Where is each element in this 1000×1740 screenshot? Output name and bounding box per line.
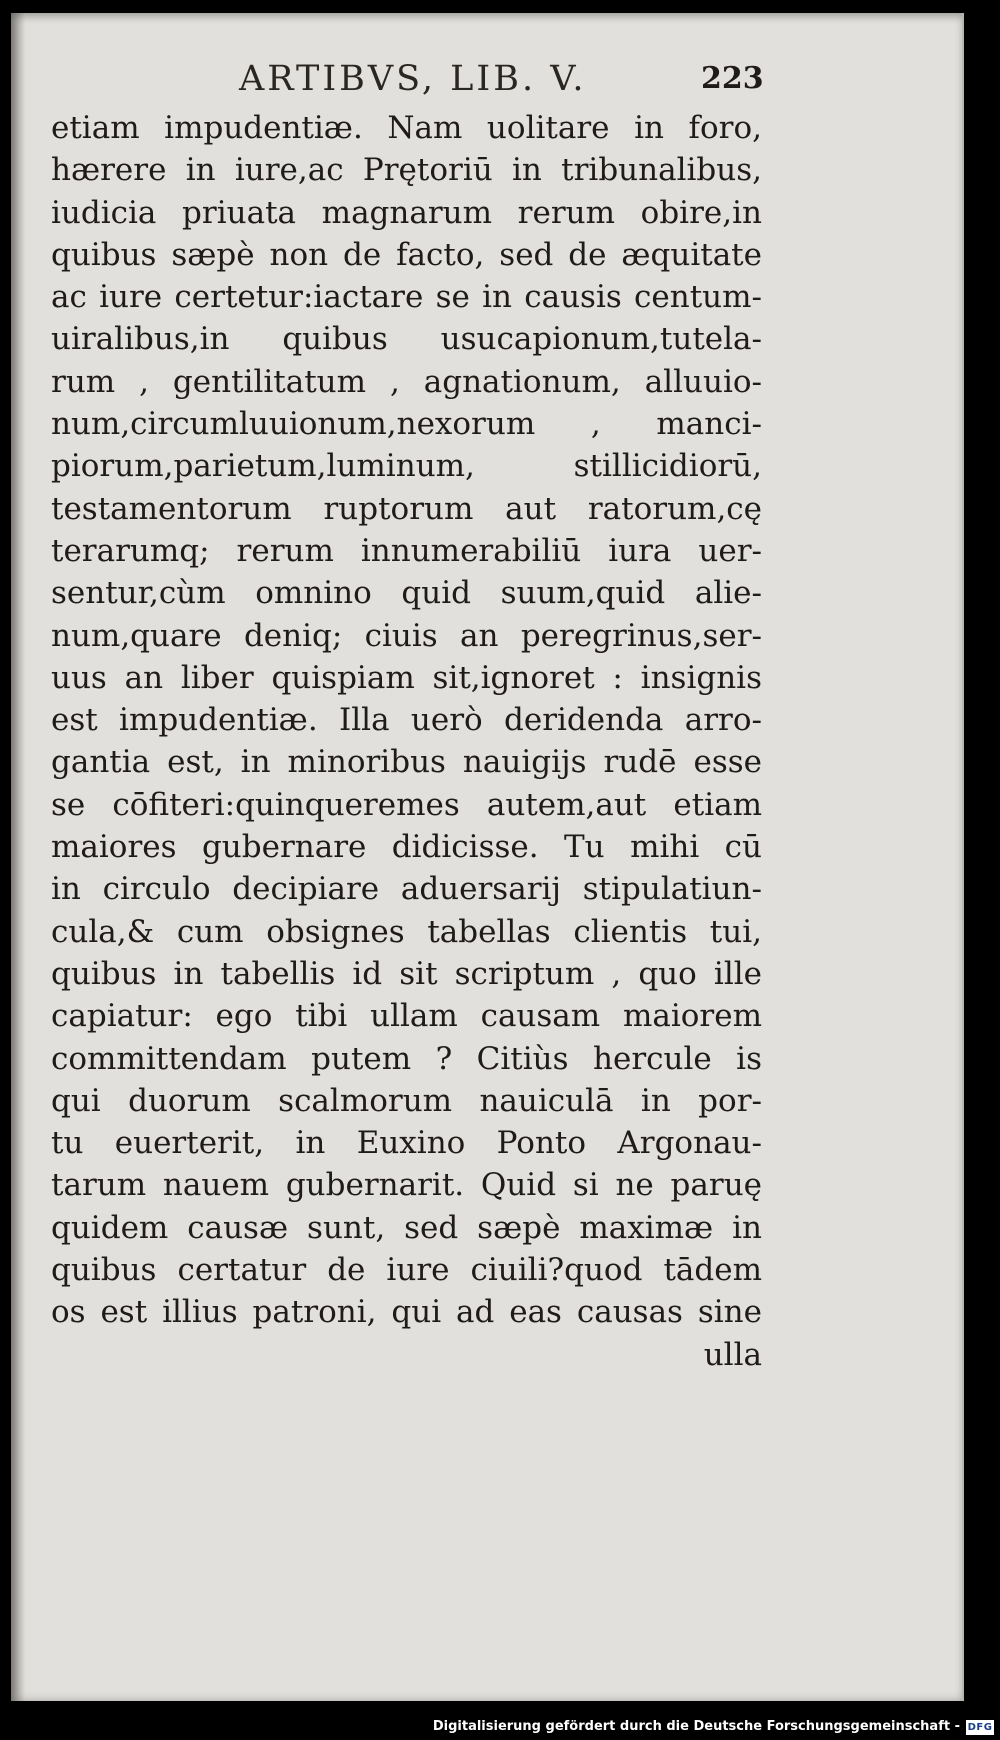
- text-line: capiatur: ego tibi ullam causam maiorem: [51, 998, 762, 1035]
- text-line: hærere in iure,ac Prętoriū in tribunalibus,: [51, 152, 762, 189]
- catchword: ulla: [703, 1336, 762, 1373]
- text-line: tarum nauem gubernarit. Quid si ne paruę: [51, 1167, 762, 1204]
- text-line: se cōfiteri:quinqueremes autem,aut etiam: [51, 786, 762, 823]
- body-text: [51, 107, 762, 1376]
- text-line: uus an liber quispiam sit,ignoret : insignis: [51, 659, 762, 696]
- digitization-footer: [0, 1718, 1000, 1740]
- text-line: num,circumluuionum,nexorum , manci-: [51, 406, 762, 443]
- text-line: num,quare deniq; ciuis an peregrinus,ser-: [51, 617, 762, 654]
- text-line: quibus sæpè non de facto, sed de æquitate: [51, 236, 762, 273]
- text-line: in circulo decipiare aduersarij stipulatiun-: [51, 871, 762, 908]
- text-line: tu euerterit, in Euxino Ponto Argonau-: [51, 1125, 762, 1162]
- text-line: cula,& cum obsignes tabellas clientis tui,: [51, 913, 762, 950]
- text-line: uiralibus,in quibus usucapionum,tutela-: [51, 321, 762, 358]
- text-line: iudicia priuata magnarum rerum obire,in: [51, 194, 762, 231]
- text-line: maiores gubernare didicisse. Tu mihi cū: [51, 829, 762, 866]
- text-line: gantia est, in minoribus nauigijs rudē esse: [51, 744, 762, 781]
- text-line: piorum,parietum,luminum, stillicidiorū,: [51, 448, 762, 485]
- running-head: ARTIBVS, LIB. V.: [239, 59, 587, 99]
- funding-credit: Digitalisierung gefördert durch die Deutsche Forschungsgemeinschaft -: [432, 1719, 960, 1734]
- text-line: sentur,cùm omnino quid suum,quid alie-: [51, 575, 762, 612]
- text-line: testamentorum ruptorum aut ratorum,cę: [51, 490, 762, 527]
- text-line: ac iure certetur:iactare se in causis centum-: [51, 279, 762, 316]
- book-page: [11, 13, 964, 1701]
- text-line: est impudentiæ. Illa uerò deridenda arro-: [51, 702, 762, 739]
- text-line: qui duorum scalmorum nauiculā in por-: [51, 1082, 762, 1119]
- text-line: committendam putem ? Citiùs hercule is: [51, 1040, 762, 1077]
- page-number: 223: [701, 61, 764, 96]
- text-line: os est illius patroni, qui ad eas causas sine: [51, 1294, 762, 1331]
- dfg-logo: DFG: [967, 1722, 993, 1733]
- page-gutter-shadow: [11, 13, 25, 1701]
- text-line: rum , gentilitatum , agnationum, alluuio-: [51, 363, 762, 400]
- text-line: terarumq; rerum innumerabiliū iura uer-: [51, 532, 762, 569]
- text-line: quibus certatur de iure ciuili?quod tādem: [51, 1252, 762, 1289]
- text-line: quidem causæ sunt, sed sæpè maximæ in: [51, 1209, 762, 1246]
- text-line: etiam impudentiæ. Nam uolitare in foro,: [51, 110, 762, 146]
- text-line: quibus in tabellis id sit scriptum , quo ille: [51, 955, 762, 992]
